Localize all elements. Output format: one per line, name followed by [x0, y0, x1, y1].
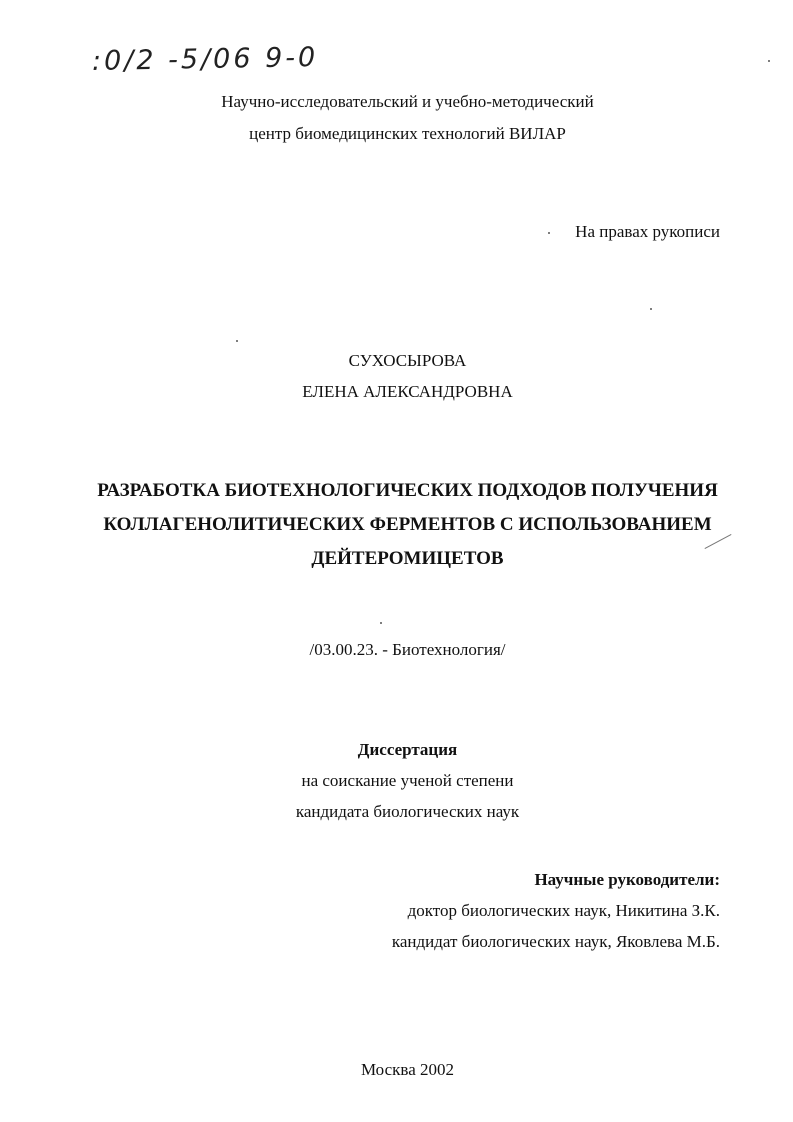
supervisor-first: доктор биологических наук, Никитина З.К.	[407, 901, 720, 920]
title-line-1: РАЗРАБОТКА БИОТЕХНОЛОГИЧЕСКИХ ПОДХОДОВ ПОЛУЧЕНИЯ	[97, 480, 718, 501]
author-given-names: ЕЛЕНА АЛЕКСАНДРОВНА	[302, 382, 513, 401]
institution-line-1: Научно-исследовательский и учебно-методический	[221, 92, 594, 111]
supervisor-second: кандидат биологических наук, Яковлева М.Б.	[391, 932, 720, 951]
handwritten-archive-code: :0/2 -5/06 9-0	[91, 42, 319, 77]
author-surname: СУХОСЫРОВА	[348, 351, 467, 370]
title-line-2: КОЛЛАГЕНОЛИТИЧЕСКИХ ФЕРМЕНТОВ С ИСПОЛЬЗОВАНИЕМ	[103, 514, 712, 535]
place-year: Москва 2002	[360, 1060, 455, 1079]
dissertation-heading: Диссертация	[357, 740, 458, 759]
scan-speck	[548, 232, 550, 234]
scan-speck	[650, 308, 652, 310]
scan-speck	[768, 60, 770, 62]
scan-speck	[380, 622, 382, 624]
title-line-3: ДЕЙТЕРОМИЦЕТОВ	[311, 548, 504, 569]
degree-line-2: кандидата биологических наук	[295, 802, 520, 821]
scan-speck	[236, 340, 238, 342]
specialty-code: /03.00.23. - Биотехнология/	[309, 640, 506, 659]
manuscript-note: На правах рукописи	[575, 222, 720, 241]
supervisors-heading: Научные руководители:	[534, 870, 720, 889]
degree-line-1: на соискание ученой степени	[301, 771, 514, 790]
institution-line-2: центр биомедицинских технологий ВИЛАР	[249, 124, 566, 143]
dissertation-title	[0, 474, 793, 576]
